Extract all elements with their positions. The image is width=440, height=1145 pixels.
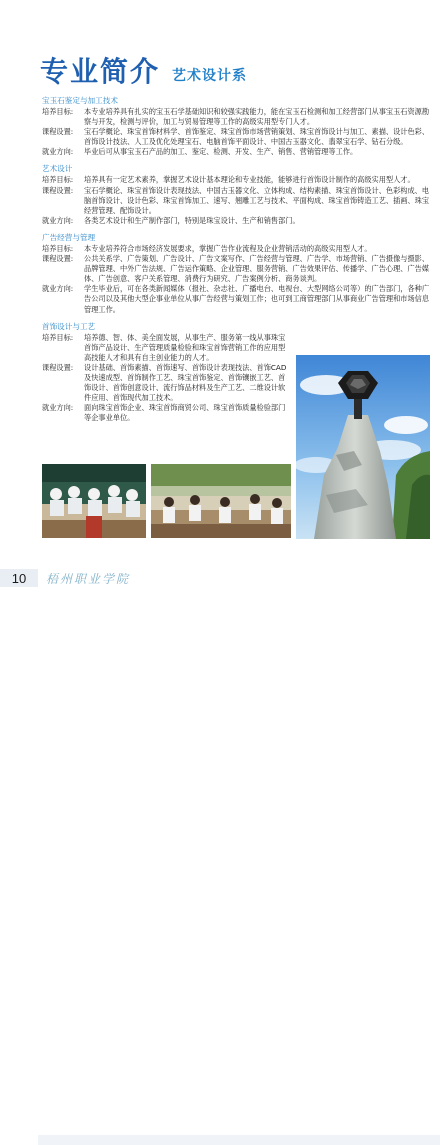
section-title: 广告经营与管理 — [42, 232, 96, 242]
section-row — [42, 216, 432, 226]
section-title: 首饰设计与工艺 — [42, 321, 96, 331]
section-row — [42, 254, 432, 284]
section-advertising — [42, 233, 432, 315]
row-label: 培养目标: — [42, 107, 74, 116]
classroom-photo — [42, 464, 146, 538]
row-label: 就业方向: — [42, 284, 74, 294]
school-name: 梧州职业学院 — [46, 572, 131, 586]
row-label: 就业方向: — [42, 147, 74, 157]
row-label: 就业方向: — [42, 403, 74, 413]
section-row — [42, 403, 287, 423]
section-row — [42, 284, 432, 314]
section-row — [42, 147, 432, 157]
row-text: 培养德、智、体、美全面发展，从事生产、服务第一线从事珠宝首饰产品设计、生产管理质量检验和珠宝首饰营销工作的应用型高技能人才和具有自主创业能力的人才。 — [84, 332, 286, 362]
row-label: 课程设置: — [42, 185, 74, 195]
row-text: 学生毕业后，可在各类新闻媒体（报社、杂志社、广播电台、电视台、大型网络公司等）的广告部门，各种广告公司以及其他大型企事业单位从事广告经营与策划工作；也可到工商管理部门从事商业广告管理和市场信息管理工作。 — [84, 284, 430, 314]
section-art-design — [42, 164, 432, 225]
row-text: 设计基础、首饰素描、首饰速写、首饰设计表现技法、首饰CAD及快速成型、首饰制作工艺、珠宝首饰鉴定、首饰镶嵌工艺、首饰设计、首饰创意设计、流行饰品材料及生产工艺、二维设计软件应用、首饰现代加工技术。 — [84, 362, 287, 403]
page-header — [40, 52, 247, 88]
row-label: 培养目标: — [42, 243, 74, 253]
section-jewelry-design — [42, 322, 287, 424]
row-label: 培养目标: — [42, 332, 74, 342]
row-text: 宝石学概论、珠宝首饰设计表现技法、中国古玉器文化、立体构成、结构素描、珠宝首饰设计、色彩构成、电脑首饰设计、设计色彩、珠宝首饰加工、速写、翘雕工艺与技术、平面构成、珠宝首饰铸造工艺、插画、珠宝经营管理、配饰设计。 — [84, 185, 430, 215]
row-text: 本专业培养符合市场经济发展要求，掌握广告作业流程及企业营销活动的高级实用型人才。 — [84, 243, 372, 253]
row-label: 培养目标: — [42, 175, 74, 185]
row-text: 毕业后可从事宝玉石产品的加工、鉴定、检测、开发、生产、销售、营销管理等工作。 — [84, 147, 358, 157]
section-row — [42, 175, 432, 185]
section-row — [42, 186, 432, 216]
section-title: 宝玉石鉴定与加工技术 — [42, 96, 118, 105]
footer-band — [38, 1135, 440, 1145]
row-label: 就业方向: — [42, 215, 74, 225]
statue-photo — [296, 355, 430, 539]
row-text: 宝石学概论、珠宝首饰材料学、首饰鉴定、珠宝首饰市场营销策划、珠宝首饰设计与加工、素描、设计色彩、首饰设计技法、人工及优化处理宝石、电脑首饰平面设计、中国古玉器文化、翡翠宝石学、钻石分级。 — [84, 127, 430, 147]
page-title: 专业简介 — [40, 55, 161, 88]
section-row — [42, 107, 432, 127]
row-text: 本专业培养具有扎实的宝玉石学基础知识和较强实践能力，能在宝玉石检测和加工经营部门从事宝玉石资源勘察与开发，检测与评价，加工与贸易管理等工作的高级实用型专门人才。 — [84, 107, 430, 127]
page-subtitle: 艺术设计系 — [172, 68, 248, 84]
section-row — [42, 244, 432, 254]
row-text: 公共关系学、广告策划、广告设计、广告文案写作、广告经营与管理、广告学、市场营销、广告摄像与摄影、品牌管理、中外广告法规、广告运作策略、企业管理、服务营销、广告效果评估、传播学、广告心理、广告媒体、广告创意、客户关系管理、消费行为研究、广告案例分析、商务谈判。 — [84, 254, 430, 284]
row-text: 培养具有一定艺术素养，掌握艺术设计基本理论和专业技能，能够进行首饰设计制作的高级实用型人才。 — [84, 175, 415, 185]
row-label: 课程设置: — [42, 127, 74, 137]
section-row — [42, 363, 287, 403]
row-text: 各类艺术设计和生产制作部门，特别是珠宝设计、生产和销售部门。 — [84, 215, 300, 225]
row-text: 面向珠宝首饰企业、珠宝首饰商贸公司、珠宝首饰质量检验部门等企事业单位。 — [84, 403, 286, 423]
section-gem-appraisal — [42, 96, 432, 157]
row-label: 课程设置: — [42, 362, 74, 372]
workshop-photo — [151, 464, 291, 538]
page-number: 10 — [0, 569, 38, 587]
section-row — [42, 127, 432, 147]
section-row — [42, 333, 287, 363]
top-blank-area — [0, 0, 440, 52]
row-label: 课程设置: — [42, 254, 74, 264]
section-title: 艺术设计 — [42, 164, 73, 174]
